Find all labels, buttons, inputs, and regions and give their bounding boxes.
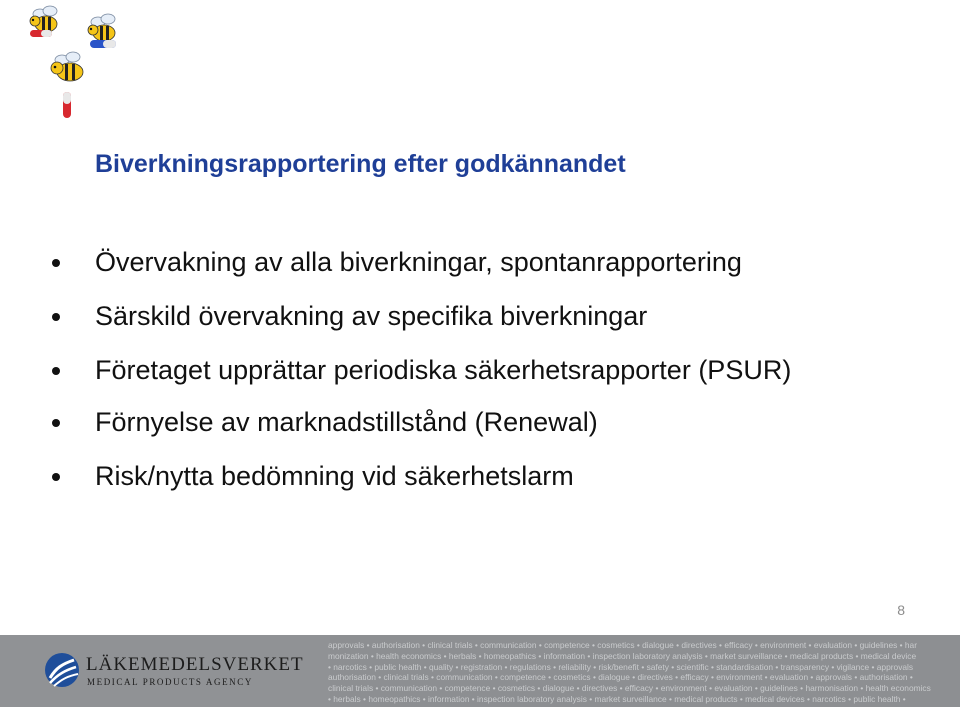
- agency-logo: [0, 635, 330, 707]
- footer-band: [0, 635, 960, 707]
- bullet-text: Företaget upprättar periodiska säkerhetsrapporter (PSUR): [95, 355, 792, 385]
- bullet-text: Risk/nytta bedömning vid säkerhetslarm: [95, 461, 574, 491]
- agency-subtitle: MEDICAL PRODUCTS AGENCY: [87, 677, 253, 687]
- list-item: [52, 460, 912, 493]
- keyword-line: • narcotics • public health • quality • registration • regulations • reliability • risk/benefit • safety • scientific • standardisation • transparency • vigilance • approvals: [328, 661, 914, 672]
- bullet-dot-icon: [52, 259, 60, 267]
- keyword-line: approvals • authorisation • clinical trials • communication • competence • cosmetics • dialogue • directives • efficacy • environment • evaluation • guidelines • har: [328, 640, 917, 650]
- capsule-icon: [63, 92, 71, 118]
- bullet-dot-icon: [52, 419, 60, 427]
- capsule-icon: [90, 40, 116, 48]
- keyword-line: authorisation • clinical trials • communication • competence • cosmetics • dialogue • directives • efficacy • environment • evaluation • approvals • authorisation •: [328, 672, 913, 683]
- bullet-text: Övervakning av alla biverkningar, spontanrapportering: [95, 247, 742, 277]
- bullet-dot-icon: [52, 313, 60, 321]
- bullet-text: Förnyelse av marknadstillstånd (Renewal): [95, 407, 598, 437]
- agency-logo-icon: [44, 652, 80, 688]
- bee-icon: [30, 6, 57, 32]
- list-item: [52, 406, 912, 439]
- keyword-line: monization • health economics • herbals • homeopathics • information • inspection laboratory analysis • market surveillance • medical products • medical device: [328, 650, 917, 661]
- bullet-text: Särskild övervakning av specifika biverkningar: [95, 301, 648, 331]
- page-number: 8: [897, 602, 905, 618]
- bee-icon: [18, 0, 138, 128]
- bee-icon: [88, 14, 115, 41]
- list-item: [52, 354, 835, 387]
- list-item: [52, 246, 912, 279]
- bullet-list: [52, 246, 912, 514]
- capsule-icon: [30, 30, 52, 37]
- bee-icon: [51, 52, 83, 81]
- keyword-line: clinical trials • communication • competence • cosmetics • dialogue • directives • efficacy • environment • evaluation • guidelines • harmonisation • health economics: [328, 683, 931, 694]
- agency-name: LÄKEMEDELSVERKET: [86, 654, 304, 675]
- bullet-dot-icon: [52, 367, 60, 375]
- keyword-banner: [328, 640, 960, 706]
- bullet-dot-icon: [52, 473, 60, 481]
- slide-title: Biverkningsrapportering efter godkännandet: [95, 150, 626, 178]
- list-item: [52, 300, 912, 333]
- keyword-line: • herbals • homeopathics • information • inspection laboratory analysis • market surveillance • medical products • medical devices • narcotics • public health •: [328, 693, 906, 704]
